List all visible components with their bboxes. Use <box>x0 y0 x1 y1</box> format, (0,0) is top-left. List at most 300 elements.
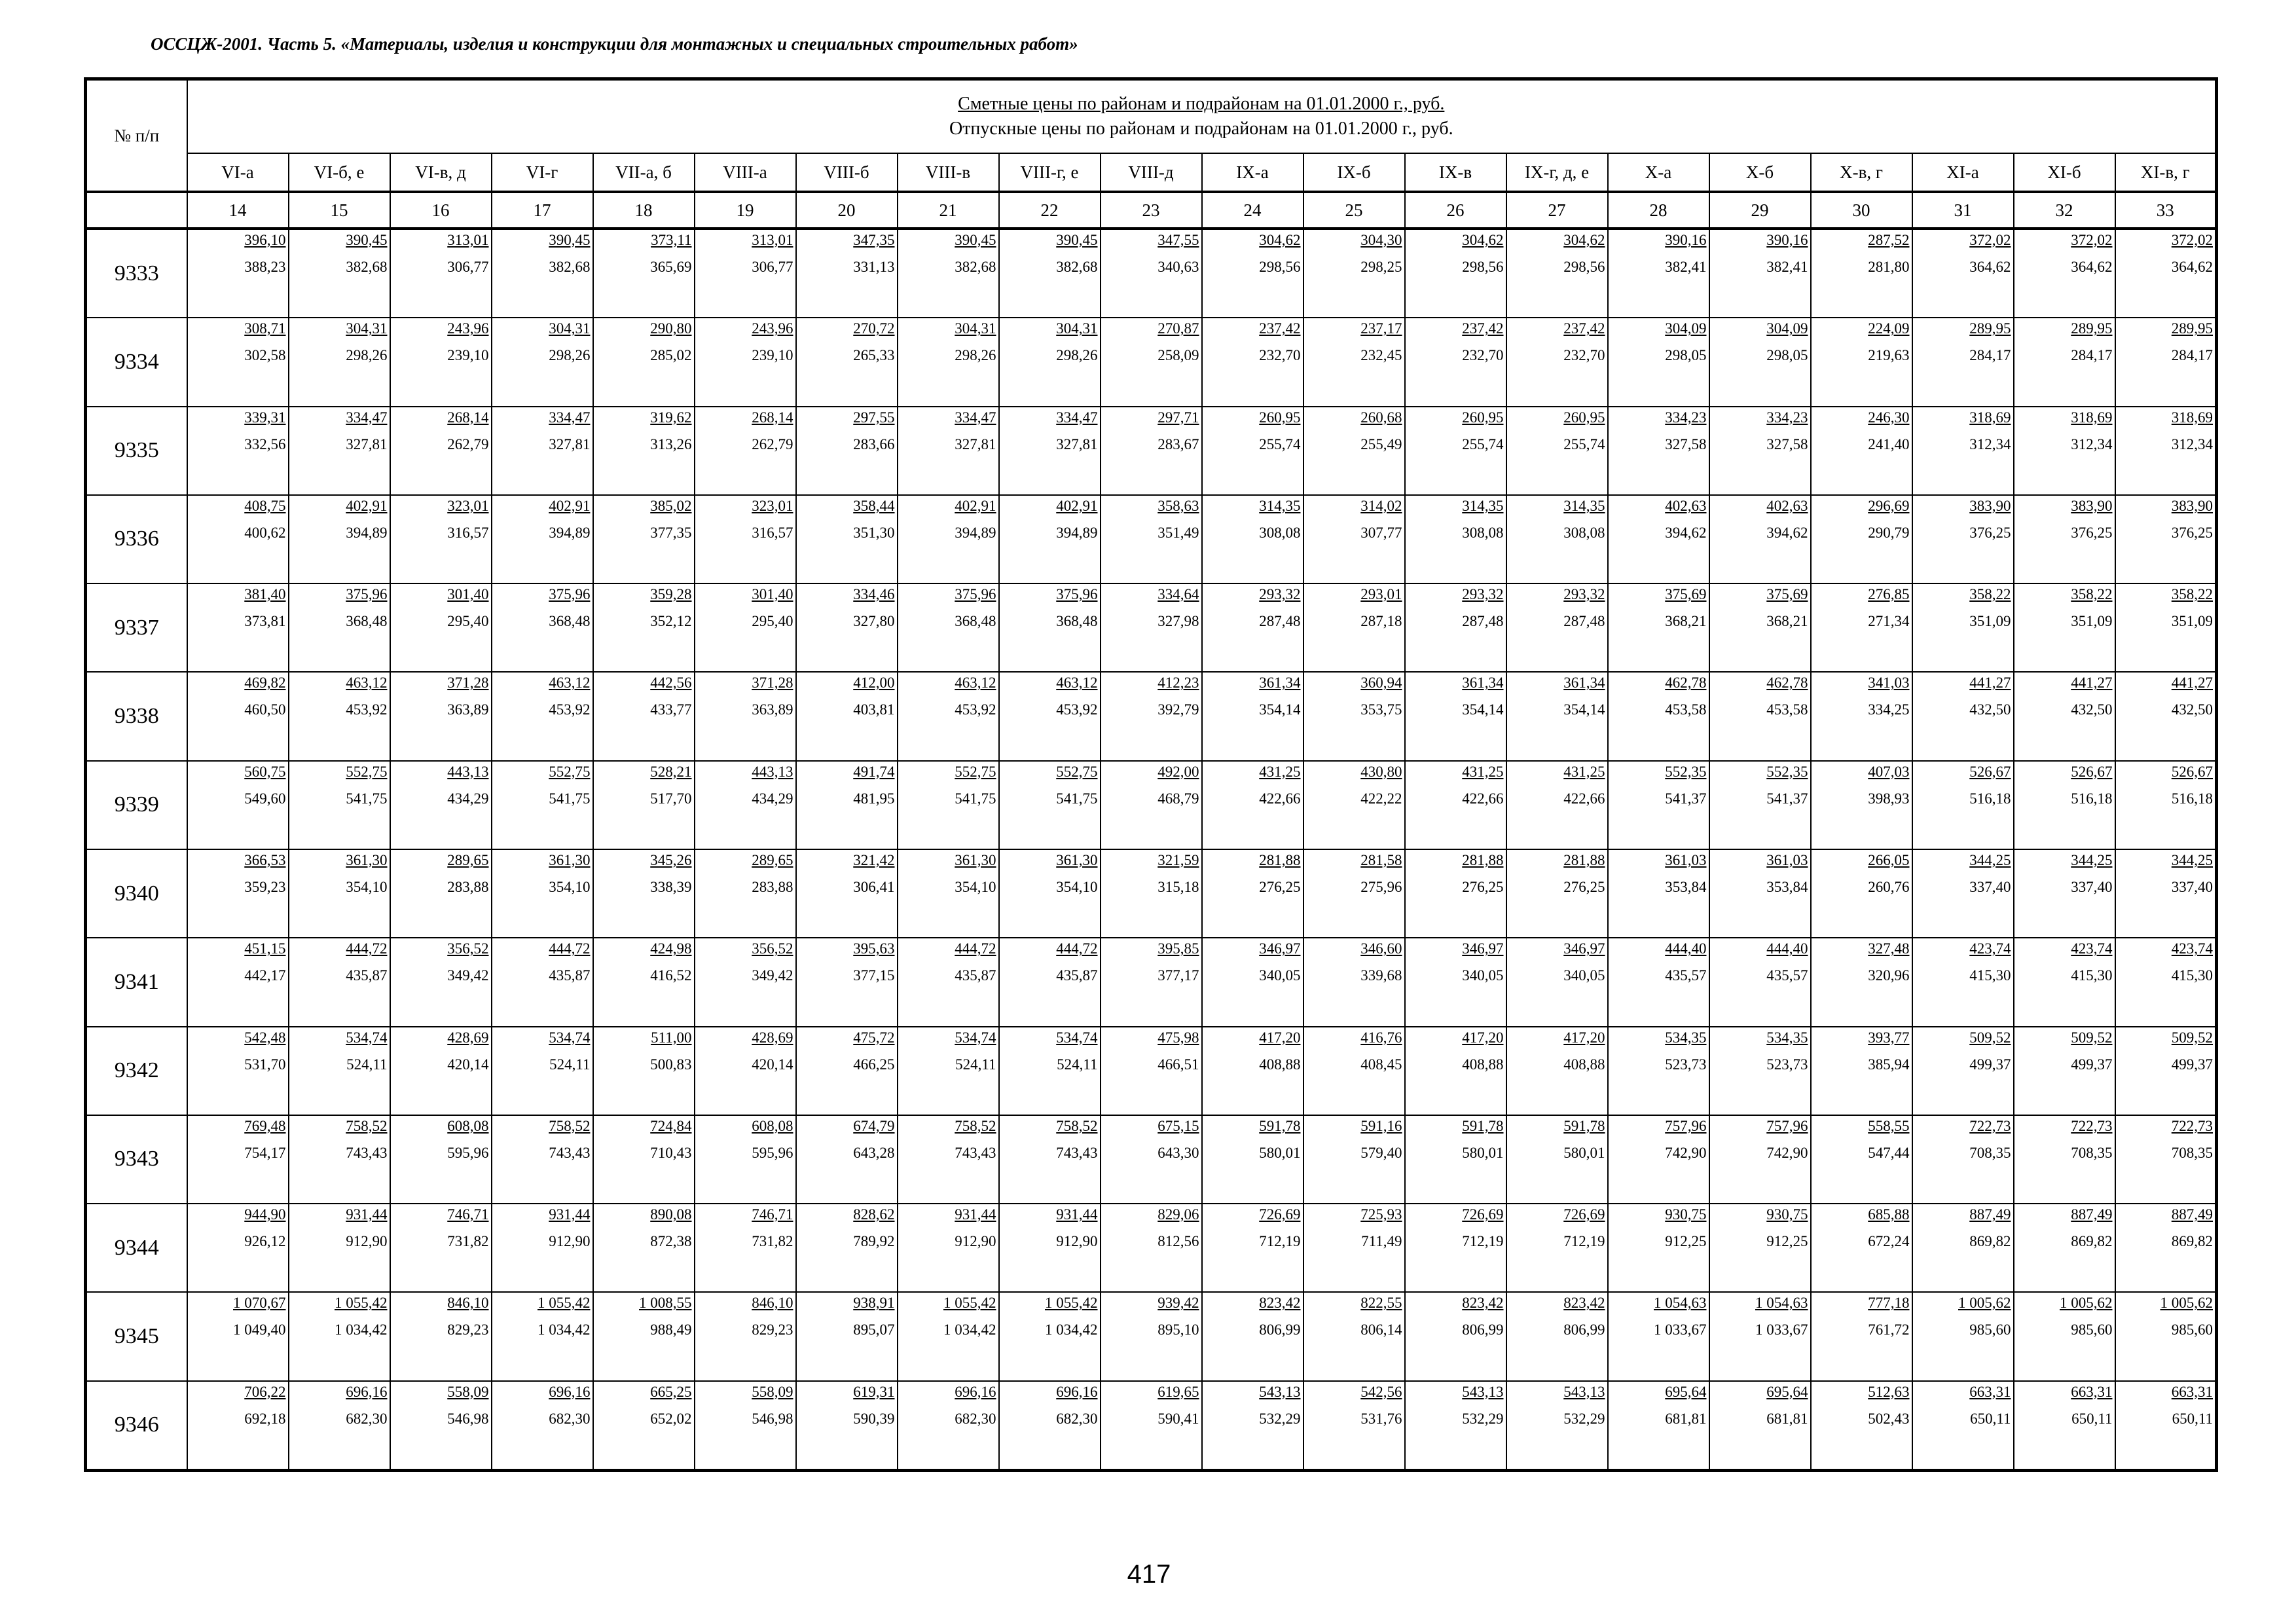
selling-price: 306,77 <box>447 259 489 275</box>
selling-price: 327,81 <box>1056 435 1098 452</box>
estimated-price: 323,01 <box>447 497 489 514</box>
price-cell <box>1405 1204 1506 1292</box>
selling-price: 516,18 <box>2071 790 2113 807</box>
column-number: 28 <box>1608 192 1709 229</box>
price-cell <box>593 229 695 318</box>
price-cell <box>390 318 492 406</box>
price-cell <box>695 407 796 495</box>
estimated-price: 757,96 <box>1665 1117 1707 1134</box>
estimated-price: 1 055,42 <box>538 1295 591 1312</box>
price-cell <box>2014 583 2115 672</box>
selling-price: 524,11 <box>1057 1056 1098 1073</box>
price-cell <box>999 849 1101 938</box>
price-cell <box>1405 318 1506 406</box>
selling-price: 354,10 <box>346 878 388 895</box>
estimated-price: 528,21 <box>650 763 692 780</box>
estimated-price: 725,93 <box>1360 1206 1402 1223</box>
estimated-price: 395,63 <box>853 940 895 957</box>
price-cell <box>695 229 796 318</box>
estimated-price: 619,65 <box>1157 1383 1199 1400</box>
price-cell <box>492 849 593 938</box>
estimated-price: 321,59 <box>1157 851 1199 868</box>
price-cell <box>390 407 492 495</box>
estimated-price: 402,63 <box>1766 497 1808 514</box>
selling-price: 400,62 <box>244 524 286 541</box>
estimated-price: 390,45 <box>549 232 591 248</box>
estimated-price: 281,88 <box>1259 851 1301 868</box>
price-cell <box>1608 938 1709 1026</box>
price-cell <box>2115 1292 2217 1380</box>
estimated-price: 608,08 <box>752 1117 793 1134</box>
selling-price: 306,77 <box>752 259 793 275</box>
selling-price: 284,17 <box>1969 347 2011 364</box>
estimated-price: 930,75 <box>1766 1206 1808 1223</box>
price-cell <box>1101 495 1202 583</box>
price-cell <box>1709 583 1811 672</box>
selling-price: 743,43 <box>346 1144 388 1161</box>
selling-price: 368,48 <box>955 613 996 630</box>
selling-price: 988,49 <box>650 1321 692 1338</box>
selling-price: 435,87 <box>955 967 996 984</box>
price-cell <box>1506 672 1608 760</box>
selling-price: 287,18 <box>1360 613 1402 630</box>
selling-price: 351,30 <box>853 524 895 541</box>
price-cell <box>796 407 898 495</box>
selling-price: 377,15 <box>853 967 895 984</box>
price-cell <box>1912 495 2014 583</box>
selling-price: 315,18 <box>1157 878 1199 895</box>
estimated-price: 938,91 <box>853 1295 895 1312</box>
estimated-price: 224,09 <box>1868 320 1910 337</box>
selling-price: 327,81 <box>346 435 388 452</box>
price-cell <box>1811 229 1912 318</box>
table-row <box>86 1115 2217 1204</box>
price-cell <box>999 938 1101 1026</box>
estimated-price: 463,12 <box>955 674 996 692</box>
estimated-price: 534,35 <box>1665 1029 1707 1046</box>
estimated-price: 428,69 <box>447 1029 489 1046</box>
estimated-price: 591,78 <box>1259 1117 1301 1134</box>
estimated-price: 526,67 <box>2171 763 2214 780</box>
region-header: VIII-б <box>796 153 898 192</box>
estimated-price: 304,62 <box>1563 232 1605 248</box>
selling-price: 354,10 <box>549 878 591 895</box>
estimated-price: 417,20 <box>1563 1029 1605 1046</box>
estimated-price: 346,97 <box>1563 940 1605 957</box>
price-cell <box>1506 495 1608 583</box>
selling-price: 359,23 <box>244 878 286 895</box>
price-cell <box>1405 495 1506 583</box>
selling-price: 1 034,42 <box>335 1321 388 1338</box>
price-cell <box>2115 938 2217 1026</box>
price-cell <box>593 1204 695 1292</box>
table-row <box>86 672 2217 760</box>
selling-price: 320,96 <box>1868 967 1910 984</box>
estimated-price: 441,27 <box>2171 674 2214 692</box>
price-cell <box>2014 318 2115 406</box>
selling-price: 531,76 <box>1360 1410 1402 1427</box>
estimated-price: 552,75 <box>346 763 388 780</box>
estimated-price: 347,35 <box>853 232 895 248</box>
estimated-price: 542,48 <box>244 1029 286 1046</box>
selling-price: 354,14 <box>1563 701 1605 718</box>
estimated-price: 777,18 <box>1868 1295 1910 1312</box>
price-cell <box>1303 407 1405 495</box>
estimated-price: 469,82 <box>244 674 286 692</box>
estimated-price: 344,25 <box>2071 851 2113 868</box>
estimated-price: 381,40 <box>244 586 286 603</box>
selling-price: 652,02 <box>650 1410 692 1427</box>
estimated-price: 444,72 <box>346 940 388 957</box>
selling-price: 377,17 <box>1157 967 1199 984</box>
estimated-price: 1 055,42 <box>943 1295 996 1312</box>
estimated-price: 1 054,63 <box>1755 1295 1808 1312</box>
selling-price: 394,62 <box>1665 524 1707 541</box>
estimated-price: 268,14 <box>752 409 793 426</box>
estimated-price: 358,44 <box>853 497 895 514</box>
column-number: 30 <box>1811 192 1912 229</box>
estimated-price: 706,22 <box>244 1383 286 1400</box>
price-cell <box>1101 849 1202 938</box>
price-cell <box>492 318 593 406</box>
selling-price: 255,74 <box>1563 435 1605 452</box>
price-cell <box>1101 1027 1202 1115</box>
estimated-price: 260,95 <box>1259 409 1301 426</box>
selling-price: 743,43 <box>955 1144 996 1161</box>
price-cell <box>1709 407 1811 495</box>
selling-price: 276,25 <box>1259 878 1301 895</box>
selling-price: 541,75 <box>1056 790 1098 807</box>
price-cell <box>289 1381 390 1471</box>
price-cell <box>1405 761 1506 849</box>
selling-price: 595,96 <box>447 1144 489 1161</box>
price-cell <box>898 318 999 406</box>
selling-price: 337,40 <box>1969 878 2011 895</box>
region-header: VIII-в <box>898 153 999 192</box>
regions-row <box>86 153 2217 192</box>
selling-price: 435,87 <box>1056 967 1098 984</box>
estimated-price: 359,28 <box>650 586 692 603</box>
estimated-price: 509,52 <box>2171 1029 2214 1046</box>
selling-price: 1 049,40 <box>233 1321 286 1338</box>
price-cell <box>289 761 390 849</box>
selling-price: 312,34 <box>2071 435 2113 452</box>
price-cell <box>289 1204 390 1292</box>
region-header: XI-б <box>2014 153 2115 192</box>
estimated-price: 318,69 <box>2071 409 2113 426</box>
selling-price: 408,88 <box>1462 1056 1504 1073</box>
estimated-price: 334,64 <box>1157 586 1199 603</box>
selling-price: 453,58 <box>1766 701 1808 718</box>
selling-price: 351,09 <box>2171 613 2214 630</box>
estimated-price: 558,55 <box>1868 1117 1910 1134</box>
estimated-price: 846,10 <box>752 1295 793 1312</box>
selling-price: 394,89 <box>1056 524 1098 541</box>
price-cell <box>492 761 593 849</box>
selling-price: 298,56 <box>1563 259 1605 275</box>
price-cell <box>2014 495 2115 583</box>
price-cell <box>1709 1381 1811 1471</box>
price-cell <box>1608 1027 1709 1115</box>
estimated-price: 281,88 <box>1563 851 1605 868</box>
selling-price: 385,94 <box>1868 1056 1910 1073</box>
estimated-price: 534,74 <box>549 1029 591 1046</box>
estimated-price: 552,75 <box>549 763 591 780</box>
selling-price: 806,99 <box>1563 1321 1605 1338</box>
estimated-price: 360,94 <box>1360 674 1402 692</box>
price-cell <box>2014 1115 2115 1204</box>
selling-price: 466,51 <box>1157 1056 1199 1073</box>
estimated-price: 930,75 <box>1665 1206 1707 1223</box>
price-cell <box>289 1292 390 1380</box>
price-cell <box>898 407 999 495</box>
column-number: 31 <box>1912 192 2014 229</box>
estimated-price: 509,52 <box>2071 1029 2113 1046</box>
selling-price: 1 033,67 <box>1755 1321 1808 1338</box>
selling-price: 912,25 <box>1665 1233 1707 1250</box>
price-cell <box>1709 1204 1811 1292</box>
estimated-price: 534,74 <box>1056 1029 1098 1046</box>
selling-price: 316,57 <box>752 524 793 541</box>
selling-price: 258,09 <box>1157 347 1199 364</box>
selling-price: 643,28 <box>853 1144 895 1161</box>
estimated-price: 375,96 <box>346 586 388 603</box>
estimated-price: 475,72 <box>853 1029 895 1046</box>
selling-price: 232,70 <box>1462 347 1504 364</box>
price-cell <box>898 849 999 938</box>
selling-price: 368,21 <box>1665 613 1707 630</box>
price-cell <box>1811 1381 1912 1471</box>
price-cell <box>695 849 796 938</box>
estimated-price: 675,15 <box>1157 1117 1199 1134</box>
table-row <box>86 1027 2217 1115</box>
selling-price: 271,34 <box>1868 613 1910 630</box>
estimated-price: 552,35 <box>1665 763 1707 780</box>
price-cell <box>187 495 289 583</box>
estimated-price: 402,91 <box>549 497 591 514</box>
selling-price: 453,92 <box>549 701 591 718</box>
estimated-price: 441,27 <box>2071 674 2113 692</box>
price-cell <box>1709 495 1811 583</box>
estimated-price: 463,12 <box>549 674 591 692</box>
column-number: 24 <box>1202 192 1303 229</box>
estimated-price: 558,09 <box>752 1383 793 1400</box>
selling-price: 806,14 <box>1360 1321 1402 1338</box>
selling-price: 308,08 <box>1563 524 1605 541</box>
selling-price: 541,37 <box>1766 790 1808 807</box>
price-cell <box>796 495 898 583</box>
row-number: 9337 <box>86 583 187 672</box>
price-cell <box>1101 583 1202 672</box>
price-cell <box>289 407 390 495</box>
row-number: 9336 <box>86 495 187 583</box>
price-cell <box>1101 1204 1202 1292</box>
selling-price: 298,56 <box>1259 259 1301 275</box>
price-cell <box>187 761 289 849</box>
selling-price: 432,50 <box>2071 701 2113 718</box>
price-cell <box>492 1027 593 1115</box>
estimated-price: 462,78 <box>1665 674 1707 692</box>
selling-price: 912,90 <box>346 1233 388 1250</box>
estimated-price: 443,13 <box>447 763 489 780</box>
estimated-price: 526,67 <box>2071 763 2113 780</box>
price-cell <box>1101 938 1202 1026</box>
estimated-price: 758,52 <box>549 1117 591 1134</box>
selling-price: 1 034,42 <box>943 1321 996 1338</box>
selling-price: 232,70 <box>1259 347 1301 364</box>
price-cell <box>1506 318 1608 406</box>
selling-price: 546,98 <box>447 1410 489 1427</box>
price-cell <box>1405 229 1506 318</box>
selling-price: 549,60 <box>244 790 286 807</box>
price-cell <box>289 672 390 760</box>
selling-price: 435,87 <box>549 967 591 984</box>
region-header: VI-б, е <box>289 153 390 192</box>
estimated-price: 390,45 <box>955 232 996 248</box>
price-cell <box>289 583 390 672</box>
estimated-price: 375,96 <box>955 586 996 603</box>
estimated-price: 726,69 <box>1259 1206 1301 1223</box>
selling-price: 650,11 <box>2172 1410 2214 1427</box>
column-number: 18 <box>593 192 695 229</box>
price-cell <box>1811 495 1912 583</box>
estimated-price: 823,42 <box>1563 1295 1605 1312</box>
price-cell <box>1202 1115 1303 1204</box>
selling-price: 580,01 <box>1563 1144 1605 1161</box>
selling-price: 985,60 <box>2071 1321 2113 1338</box>
price-cell <box>695 583 796 672</box>
selling-price: 681,81 <box>1766 1410 1808 1427</box>
selling-price: 298,26 <box>1056 347 1098 364</box>
estimated-price: 944,90 <box>244 1206 286 1223</box>
price-cell <box>796 938 898 1026</box>
region-header: IX-в <box>1405 153 1506 192</box>
estimated-price: 361,30 <box>955 851 996 868</box>
estimated-price: 270,87 <box>1157 320 1199 337</box>
selling-price: 453,92 <box>955 701 996 718</box>
selling-price: 524,11 <box>549 1056 591 1073</box>
price-cell <box>1912 229 2014 318</box>
selling-price: 869,82 <box>1969 1233 2011 1250</box>
selling-price: 287,48 <box>1563 613 1605 630</box>
estimated-price: 358,22 <box>2071 586 2113 603</box>
selling-price: 382,41 <box>1665 259 1707 275</box>
price-cell <box>1608 407 1709 495</box>
estimated-price: 321,42 <box>853 851 895 868</box>
estimated-price: 304,09 <box>1665 320 1707 337</box>
estimated-price: 512,63 <box>1868 1383 1910 1400</box>
region-header: X-б <box>1709 153 1811 192</box>
region-header: X-а <box>1608 153 1709 192</box>
estimated-price: 237,17 <box>1360 320 1402 337</box>
price-cell <box>2014 1204 2115 1292</box>
estimated-price: 287,52 <box>1868 232 1910 248</box>
price-cell <box>796 318 898 406</box>
selling-price: 712,19 <box>1462 1233 1504 1250</box>
price-cell <box>593 407 695 495</box>
selling-price: 290,79 <box>1868 524 1910 541</box>
price-cell <box>1303 1292 1405 1380</box>
selling-price: 285,02 <box>650 347 692 364</box>
selling-price: 255,74 <box>1259 435 1301 452</box>
estimated-price: 390,16 <box>1665 232 1707 248</box>
selling-price: 590,39 <box>853 1410 895 1427</box>
price-cell <box>695 1115 796 1204</box>
selling-price: 708,35 <box>2171 1144 2214 1161</box>
selling-price: 351,09 <box>1969 613 2011 630</box>
selling-price: 523,73 <box>1766 1056 1808 1073</box>
estimated-price: 444,40 <box>1766 940 1808 957</box>
estimated-price: 663,31 <box>1969 1383 2011 1400</box>
estimated-price: 746,71 <box>752 1206 793 1223</box>
price-cell <box>390 672 492 760</box>
column-number: 15 <box>289 192 390 229</box>
price-cell <box>796 1381 898 1471</box>
selling-price: 710,43 <box>650 1144 692 1161</box>
selling-price: 499,37 <box>2171 1056 2214 1073</box>
estimated-price: 361,03 <box>1766 851 1808 868</box>
estimated-price: 758,52 <box>346 1117 388 1134</box>
selling-price: 334,25 <box>1868 701 1910 718</box>
estimated-price: 304,31 <box>955 320 996 337</box>
selling-price: 829,23 <box>752 1321 793 1338</box>
estimated-price: 829,06 <box>1157 1206 1199 1223</box>
price-cell <box>999 407 1101 495</box>
region-header: VI-г <box>492 153 593 192</box>
price-cell <box>1405 1115 1506 1204</box>
price-cell <box>1202 495 1303 583</box>
estimated-price: 358,22 <box>2171 586 2214 603</box>
price-cell <box>1303 583 1405 672</box>
selling-price: 712,19 <box>1563 1233 1605 1250</box>
row-number: 9346 <box>86 1381 187 1471</box>
estimated-price: 608,08 <box>447 1117 489 1134</box>
price-cell <box>187 849 289 938</box>
estimated-price: 385,02 <box>650 497 692 514</box>
price-cell <box>1405 1292 1506 1380</box>
selling-price: 926,12 <box>244 1233 286 1250</box>
selling-price: 442,17 <box>244 967 286 984</box>
region-header: IX-б <box>1303 153 1405 192</box>
estimated-price: 327,48 <box>1868 940 1910 957</box>
estimated-price: 442,56 <box>650 674 692 692</box>
price-cell <box>2014 1027 2115 1115</box>
estimated-price: 375,69 <box>1766 586 1808 603</box>
price-cell <box>1912 938 2014 1026</box>
estimated-price: 560,75 <box>244 763 286 780</box>
price-cell <box>2115 583 2217 672</box>
price-cell <box>289 938 390 1026</box>
price-cell <box>390 583 492 672</box>
selling-price: 284,17 <box>2071 347 2113 364</box>
selling-price: 742,90 <box>1766 1144 1808 1161</box>
price-cell <box>1912 318 2014 406</box>
price-cell <box>1912 672 2014 760</box>
region-header: VI-а <box>187 153 289 192</box>
selling-price: 241,40 <box>1868 435 1910 452</box>
estimated-price: 722,73 <box>1969 1117 2011 1134</box>
price-cell <box>695 1204 796 1292</box>
estimated-price: 846,10 <box>447 1295 489 1312</box>
estimated-price: 375,69 <box>1665 586 1707 603</box>
price-cell <box>1506 1292 1608 1380</box>
selling-price: 365,69 <box>650 259 692 275</box>
selling-price: 351,49 <box>1157 524 1199 541</box>
selling-price: 295,40 <box>752 613 793 630</box>
row-number: 9342 <box>86 1027 187 1115</box>
selling-price: 298,26 <box>549 347 591 364</box>
price-cell <box>1608 672 1709 760</box>
